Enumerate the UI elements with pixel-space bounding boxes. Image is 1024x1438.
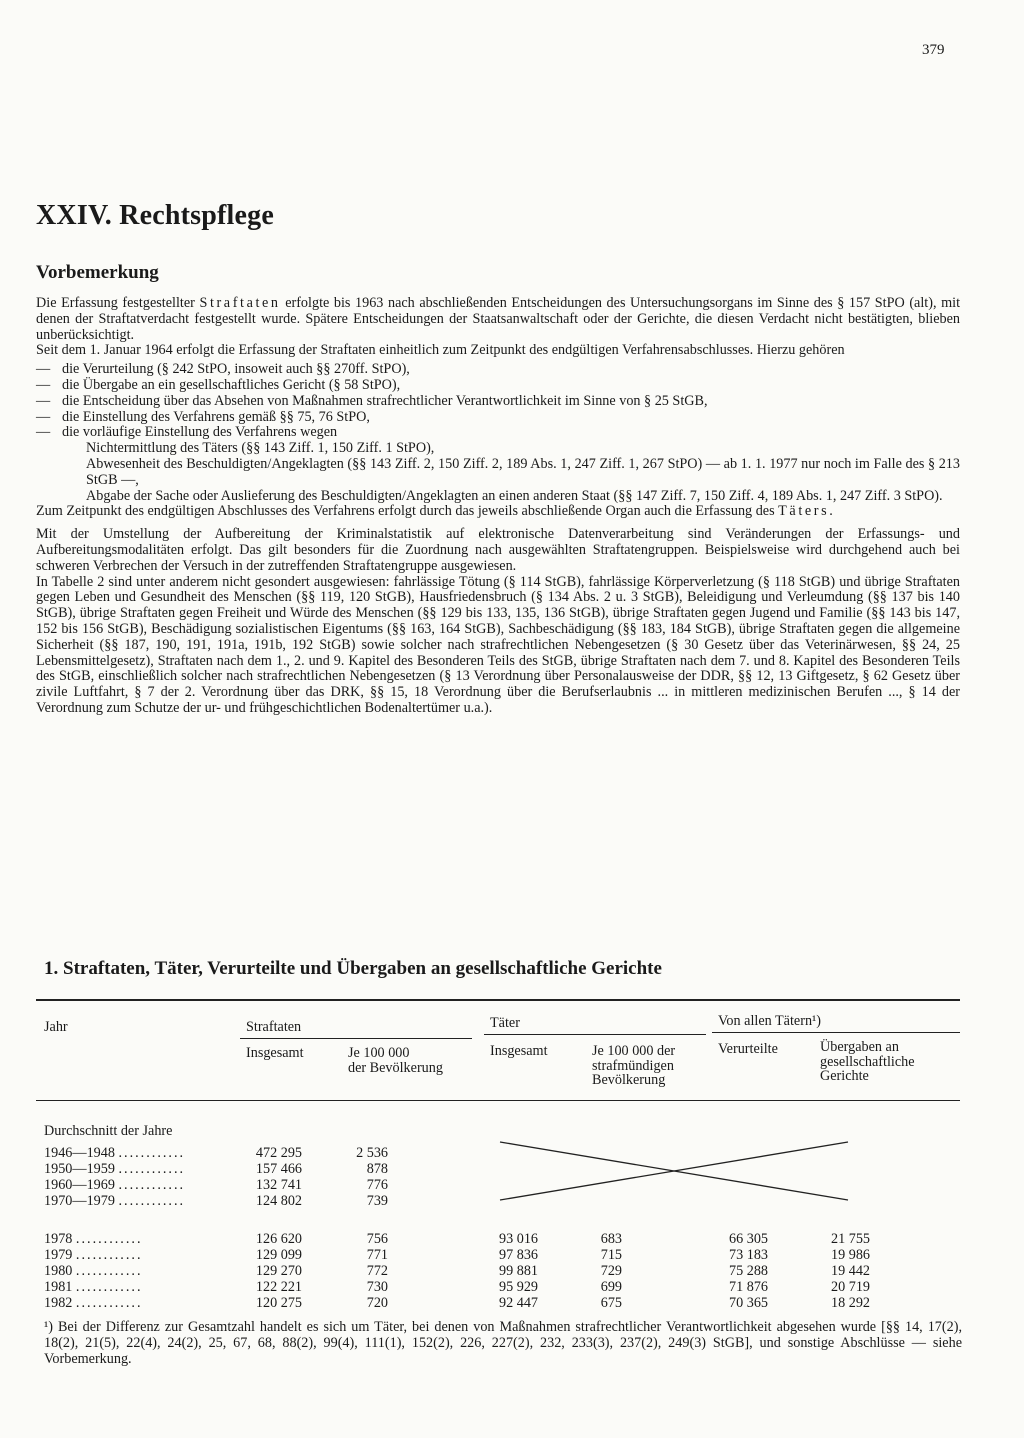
- row-year: 1981 ............: [44, 1279, 143, 1295]
- procedure-list: [36, 362, 960, 441]
- cell-straftaten-insgesamt: 157 466: [255, 1161, 302, 1177]
- chapter-title: XXIV. Rechtspflege: [36, 200, 274, 231]
- row-year: 1980 ............: [44, 1263, 143, 1279]
- cell-straftaten-je: 2 536: [356, 1145, 388, 1161]
- header-von-allen-taetern: Von allen Tätern¹): [718, 1013, 822, 1029]
- row-year: 1970—1979 ............: [44, 1193, 186, 1209]
- cell-taeter-insgesamt: 95 929: [498, 1279, 538, 1295]
- cell-uebergaben: 19 442: [830, 1263, 870, 1279]
- cell-uebergaben: 19 986: [830, 1247, 870, 1263]
- von-allen-group-rule: [712, 1032, 960, 1033]
- cell-straftaten-insgesamt: 120 275: [255, 1295, 302, 1311]
- cell-straftaten-insgesamt: 132 741: [255, 1177, 302, 1193]
- cell-taeter-insgesamt: 92 447: [498, 1295, 538, 1311]
- straftaten-group-rule: [240, 1038, 472, 1039]
- section-subheading: Vorbemerkung: [36, 262, 159, 283]
- header-straftaten: Straftaten: [246, 1019, 302, 1035]
- intro-paragraph-3: Zum Zeitpunkt des endgültigen Abschlusses des Verfahrens erfolgt durch das jeweils abschließende Organ auch die Erfassung des Täters.: [36, 503, 833, 520]
- cell-straftaten-je: 771: [366, 1247, 388, 1263]
- cell-verurteilte: 70 365: [728, 1295, 768, 1311]
- intro-paragraph-1: Die Erfassung festgestellter Straftaten erfolgte bis 1963 nach abschließenden Entscheidungen des Untersuchungsorgans im Sinne des § 157 StPO (alt), mit denen der Straftatverdacht festgestellt wurde. Spätere Entscheidungen der Staatsanwaltschaft oder der Gerichte, die diesen Verdacht nicht bestätigten, blieben unberücksichtigt.: [36, 295, 961, 343]
- not-applicable-cross: [496, 1138, 852, 1206]
- intro-paragraph-2: Seit dem 1. Januar 1964 erfolgt die Erfassung der Straftaten einheitlich zum Zeitpunkt des endgültigen Verfahrensabschlusses. Hierzu gehören: [36, 342, 845, 359]
- cell-verurteilte: 71 876: [728, 1279, 768, 1295]
- cell-straftaten-je: 720: [366, 1295, 388, 1311]
- cell-straftaten-insgesamt: 126 620: [255, 1231, 302, 1247]
- cell-straftaten-insgesamt: 129 099: [255, 1247, 302, 1263]
- cell-straftaten-insgesamt: 129 270: [255, 1263, 302, 1279]
- taeter-group-rule: [484, 1034, 706, 1035]
- header-uebergaben: Übergaben an gesellschaftliche Gerichte: [820, 1039, 915, 1084]
- cell-straftaten-je: 772: [366, 1263, 388, 1279]
- cell-uebergaben: 21 755: [830, 1231, 870, 1247]
- cell-uebergaben: 18 292: [830, 1295, 870, 1311]
- cell-straftaten-insgesamt: 124 802: [255, 1193, 302, 1209]
- group-label: Durchschnitt der Jahre: [44, 1123, 173, 1139]
- cell-uebergaben: 20 719: [830, 1279, 870, 1295]
- cell-verurteilte: 66 305: [728, 1231, 768, 1247]
- cell-taeter-je: 699: [600, 1279, 622, 1295]
- cell-straftaten-je: 730: [366, 1279, 388, 1295]
- header-verurteilte: Verurteilte: [718, 1041, 778, 1057]
- header-taeter-je: Je 100 000 der strafmündigen Bevölkerung: [592, 1043, 676, 1088]
- cell-taeter-je: 675: [600, 1295, 622, 1311]
- row-year: 1950—1959 ............: [44, 1161, 186, 1177]
- cell-taeter-insgesamt: 99 881: [498, 1263, 538, 1279]
- cell-taeter-insgesamt: 97 836: [498, 1247, 538, 1263]
- cell-straftaten-insgesamt: 472 295: [255, 1145, 302, 1161]
- list-item: Abgabe der Sache oder Auslieferung des Beschuldigten/Angeklagten an einen anderen Staat (§§ 147 Ziff. 7, 150 Ziff. 4, 189 Abs. 1, 247 Ziff. 3 StPO).: [86, 487, 943, 504]
- cell-verurteilte: 73 183: [728, 1247, 768, 1263]
- header-straftaten-insgesamt: Insgesamt: [246, 1045, 304, 1061]
- cell-straftaten-je: 878: [366, 1161, 388, 1177]
- page-number: 379: [922, 42, 945, 58]
- row-year: 1978 ............: [44, 1231, 143, 1247]
- table-footnote: ¹) Bei der Differenz zur Gesamtzahl handelt es sich um Täter, bei denen von Maßnahmen strafrechtlicher Verantwortlichkeit abgesehen wurde [§§ 14, 17(2), 18(2), 21(5), 22(4), 24(2), 25, 67, 68, 88(2), 99(4), 111(1), 152(2), 226, 227(2), 232, 233(3), 237(2), 249(3) StGB], und sonstige Abschlüsse — siehe Vorbemerkung.: [44, 1319, 962, 1367]
- header-taeter-insgesamt: Insgesamt: [490, 1043, 548, 1059]
- list-item: — die Entscheidung über das Absehen von Maßnahmen strafrechtlicher Verantwortlichkeit im Sinne von § 25 StGB,: [36, 394, 960, 410]
- table-title: 1. Straftaten, Täter, Verurteilte und Übergaben an gesellschaftliche Gerichte: [44, 958, 662, 979]
- cell-taeter-je: 683: [600, 1231, 622, 1247]
- list-item: — die Verurteilung (§ 242 StPO, insoweit auch §§ 270ff. StPO),: [36, 362, 960, 378]
- cell-taeter-je: 729: [600, 1263, 622, 1279]
- list-item: Abwesenheit des Beschuldigten/Angeklagten (§§ 143 Ziff. 2, 150 Ziff. 2, 189 Abs. 1, 247 Ziff. 1, 267 StPO) — ab 1. 1. 1977 nur noch im Falle des § 213 StGB —,: [86, 455, 960, 488]
- table-header-rule: [36, 1100, 960, 1101]
- list-item: Nichtermittlung des Täters (§§ 143 Ziff. 1, 150 Ziff. 1 StPO),: [86, 440, 435, 457]
- intro-paragraph-4: Mit der Umstellung der Aufbereitung der Kriminalstatistik auf elektronische Datenverarbeitung sind Veränderungen der Erfassungs- und Aufbereitungsmodalitäten erfolgt. Das gilt besonders für die Zuordnung nach ausgewählten Straftatengruppen. Beispielsweise wird durchgehend auch bei schweren Verbrechen der Versuch in der zutreffenden Straftatengruppe ausgewiesen.: [36, 526, 960, 574]
- row-year: 1979 ............: [44, 1247, 143, 1263]
- cell-taeter-insgesamt: 93 016: [498, 1231, 538, 1247]
- cell-straftaten-je: 756: [366, 1231, 388, 1247]
- table-top-rule: [36, 999, 960, 1001]
- list-item: — die Einstellung des Verfahrens gemäß §§ 75, 76 StPO,: [36, 410, 960, 426]
- row-year: 1960—1969 ............: [44, 1177, 186, 1193]
- list-item: — die vorläufige Einstellung des Verfahrens wegen: [36, 425, 960, 441]
- header-taeter: Täter: [490, 1015, 520, 1031]
- row-year: 1982 ............: [44, 1295, 143, 1311]
- row-year: 1946—1948 ............: [44, 1145, 186, 1161]
- cell-verurteilte: 75 288: [728, 1263, 768, 1279]
- cell-taeter-je: 715: [600, 1247, 622, 1263]
- cell-straftaten-je: 739: [366, 1193, 388, 1209]
- cell-straftaten-je: 776: [366, 1177, 388, 1193]
- cell-straftaten-insgesamt: 122 221: [255, 1279, 302, 1295]
- intro-paragraph-5: In Tabelle 2 sind unter anderem nicht gesondert ausgewiesen: fahrlässige Tötung (§ 114 StGB), fahrlässige Körperverletzung (§ 118 StGB) und übrige Straftaten gegen Leben und Gesundheit des Menschen (§§ 119, 120 StGB), Hausfriedensbruch (§ 134 Abs. 2 u. 3 StGB), Beleidigung und Verleumdung (§§ 137 bis 140 StGB), übrige Straftaten gegen Freiheit und Würde des Menschen (§§ 129 bis 133, 135, 136 StGB), übrige Straftaten gegen Jugend und Familie (§§ 143 bis 147, 152 bis 156 StGB), Beschädigung sozialistischen Eigentums (§§ 163, 164 StGB), Sachbeschädigung (§§ 183, 184 StGB), übrige Straftaten gegen die allgemeine Sicherheit (§§ 187, 190, 191, 191a, 191b, 192 StGB) sowie solcher nach strafrechtlichen Nebengesetzen (§ 30 Gesetz über das Veterinärwesen, §§ 24, 25 Lebensmittelgesetz), Straftaten nach dem 1., 2. und 9. Kapitel des Besonderen Teils des StGB, übrige Straftaten nach dem 7. und 8. Kapitel des Besonderen Teils des StGB, einschließlich solcher nach strafrechtlichen Nebengesetzen (§ 13 Verordnung über Personalausweise der DDR, §§ 12, 13 Giftgesetz, § 62 Gesetz über zivile Luftfahrt, § 7 der 2. Verordnung über das DRK, §§ 15, 18 Verordnung über die Berufserlaubnis ... in mittleren medizinischen Berufen ..., § 14 der Verordnung zum Schutze der ur- und frühgeschichtlichen Bodenaltertümer u.a.).: [36, 573, 960, 716]
- intro-text: [36, 296, 960, 717]
- list-item: — die Übergabe an ein gesellschaftliches Gericht (§ 58 StPO),: [36, 378, 960, 394]
- header-jahr: Jahr: [44, 1019, 68, 1035]
- suspension-reasons-list: [36, 441, 960, 504]
- header-straftaten-je: Je 100 000 der Bevölkerung: [348, 1045, 443, 1076]
